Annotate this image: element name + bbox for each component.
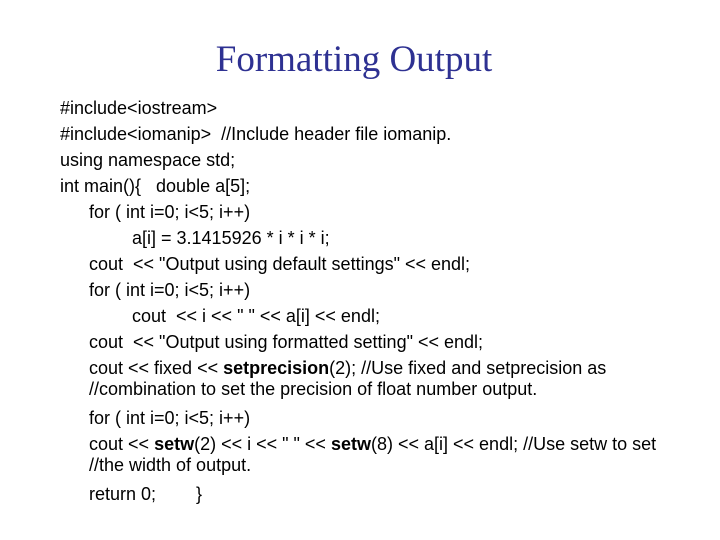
code-text: cout << — [89, 434, 155, 454]
code-text: (2); //Use fixed and setprecision as //combination to set the precision of float number output. — [89, 358, 607, 399]
code-block — [60, 95, 670, 507]
code-line-wrapped — [60, 431, 670, 476]
code-line: cout << i << " " << a[i] << endl; — [132, 306, 380, 326]
code-line: for ( int i=0; i<5; i++) — [89, 408, 251, 428]
code-line: #include<iostream> — [60, 98, 218, 118]
code-line: int main(){ double a[5]; — [60, 176, 251, 196]
code-line: for ( int i=0; i<5; i++) — [89, 202, 251, 222]
code-line-wrapped — [60, 355, 670, 400]
code-line: cout << "Output using default settings" << endl; — [89, 254, 471, 274]
code-line: cout << "Output using formatted setting" << endl; — [89, 332, 484, 352]
code-line: #include<iomanip> //Include header file iomanip. — [60, 124, 452, 144]
code-keyword-bold: setprecision — [223, 358, 330, 378]
code-keyword-bold: setw — [154, 434, 195, 454]
code-keyword-bold: setw — [330, 434, 371, 454]
code-line: using namespace std; — [60, 150, 236, 170]
code-text: (2) << i << " " << — [194, 434, 331, 454]
code-line: a[i] = 3.1415926 * i * i * i; — [132, 228, 330, 248]
code-text: (8) << a[i] << endl; //Use setw to set //the width of output. — [89, 434, 657, 475]
code-text: cout << fixed << — [89, 358, 224, 378]
code-line: for ( int i=0; i<5; i++) — [89, 280, 251, 300]
slide-title: Formatting Output — [215, 39, 493, 80]
code-line: return 0; } — [89, 484, 203, 504]
